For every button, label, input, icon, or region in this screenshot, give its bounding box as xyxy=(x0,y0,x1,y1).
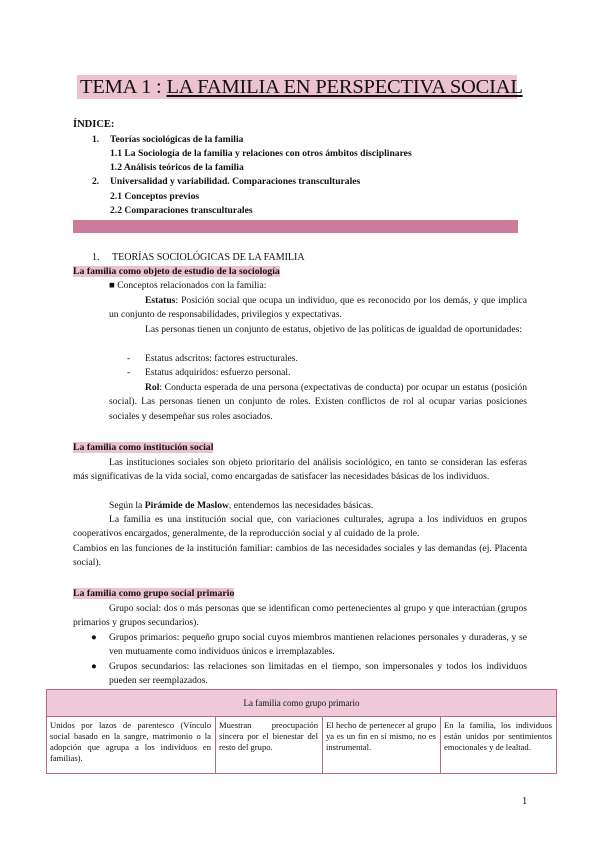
subsection-heading xyxy=(73,587,234,600)
institution-paragraph-2 xyxy=(109,499,373,513)
estatus-paragraph-2: Las personas tienen un conjunto de estatus, objetivo de las políticas de igualdad de oportunidades: xyxy=(145,324,522,335)
table-header: La familia como grupo primario xyxy=(47,690,556,717)
table-cell: Muestran preocupación sincera por el bienestar del resto del grupo. xyxy=(216,717,323,773)
title-main: LA FAMILIA EN PERSPECTIVA SOCIAL xyxy=(166,76,523,98)
primary-group-table xyxy=(46,689,557,774)
toc-item xyxy=(110,190,199,204)
institution-paragraph-4: Cambios en las funciones de la institución familiar: cambios de las necesidades sociales y las demandas (ej. Placenta social). xyxy=(73,543,527,569)
section-separator xyxy=(73,220,518,233)
bullet-icon: ● xyxy=(91,632,97,643)
table-cell: El hecho de pertenecer al grupo ya es un fin en sí mismo, no es instrumental. xyxy=(323,717,441,773)
toc-text: 2.2 Comparaciones transculturales xyxy=(110,205,253,216)
estatus-term: Estatus xyxy=(145,295,176,306)
toc-item xyxy=(110,204,253,218)
bullet-text: Grupos primarios: pequeño grupo social cuyos miembros mantienen relaciones personales y duraderas, y se ven mutuamente como individuos únicos e irremplazables. xyxy=(109,632,527,658)
subsection-heading-text: La familia como objeto de estudio de la sociología xyxy=(73,266,280,277)
bullet-text: Grupos secundarios: las relaciones son limitadas en el tiempo, son impersonales y todos los individuos pueden ser reemplazados. xyxy=(109,661,527,687)
maslow-term: Pirámide de Maslow xyxy=(144,500,229,511)
document-page: TEMA 1 : LA FAMILIA EN PERSPECTIVA SOCIAL ÍNDICE: 1. Teorías sociológicas de la familia 1.1 La Sociología de la familia y relaciones con otros ámbitos disciplinares 1.2 Análisis teóricos de la familia 2. Universalidad y variabilidad. Comparaciones transculturales 2.1 Conceptos previos 2.2 Comparaciones transculturales 1. TEORÍAS SOCIOLÓGICAS DE LA FAMILIA La familia como objeto de estudio de la sociología ■ Conceptos relacionados con la familia: Estatus: Posición social que ocupa un individuo, que es reconocido por los demás, y que implica un conjunto de responsabilidades, privilegios y expectativas. Las personas tienen un conjunto de estatus, objetivo de las políticas de igualdad de oportunidades: - Estatus adscritos: factores estructurales. - Estatus adquiridos: esfuerzo personal. Rol: Conducta esperada de una persona (expectativas de conducta) por ocupar un estatus (posición social). Las personas tienen un conjunto de roles. Existen conflictos de rol al ocupar varias posiciones sociales y desempeñar sus roles asociados. La familia como institución social Las instituciones sociales son objeto prioritario del análisis sociológico, en tanto se consideran las esferas más significativas de la vida social, como encargadas de satisfacer las necesidades básicas de los individuos. Según la Pirámide de Maslow, entendemos las necesidades básicas. La familia es una institución social que, con variaciones culturales, agrupa a los individuos en grupos cooperativos encargados, generalmente, de la reproducción social y al cuidado de la prole. Cambios en las funciones de la institución familiar: cambios de las necesidades sociales y las demandas (ej. Placenta social). La familia como grupo social primario Grupo social: dos o más personas que se identifican como pertenecientes al grupo y que interactúan (grupos primarios y grupos secundarios). ● Grupos primarios: pequeño grupo social cuyos miembros mantienen relaciones personales y duraderas, y se ven mutuamente como individuos únicos e irremplazables. ● Grupos secundarios: las relaciones son limitadas en el tiempo, son impersonales y todos los individuos pueden ser reemplazados. La familia como grupo primario Unidos por lazos de parentesco (Vínculo social basado en la sangre, matrimonio o la adopción que agrupa a los individuos en familias). Muestran preocupación sincera por el bienestar del resto del grupo. El hecho de pertenecer al grupo ya es un fin en sí mismo, no es instrumental. En la familia, los individuos están unidos por sentimientos emocionales y de lealtad. 1 xyxy=(0,0,600,848)
toc-text: Universalidad y variabilidad. Comparaciones transculturales xyxy=(110,176,361,187)
subsection-heading xyxy=(73,265,280,278)
table-cell: En la familia, los individuos están unidos por sentimientos emocionales y de lealtad. xyxy=(444,720,552,752)
dash-item-text: Estatus adquiridos: esfuerzo personal. xyxy=(145,367,291,378)
title-prefix: TEMA 1 : xyxy=(80,76,167,98)
group-paragraph: Grupo social: dos o más personas que se identifican como pertenecientes al grupo y que interactúan (grupos primarios y grupos secundarios). xyxy=(73,603,527,629)
bullet-icon: ● xyxy=(91,661,97,672)
section-number: 1. xyxy=(92,252,100,263)
estatus-definition: : Posición social que ocupa un individuo, que es reconocido por los demás, y que implica un conjunto de responsabilidades, privilegios y expectativas. xyxy=(109,295,527,321)
toc-number: 1. xyxy=(92,134,100,145)
toc-text: 1.1 La Sociología de la familia y relaciones con otros ámbitos disciplinares xyxy=(110,148,412,159)
page-number: 1 xyxy=(522,796,528,807)
toc-item xyxy=(110,147,412,161)
toc-item xyxy=(110,161,244,175)
subsection-heading xyxy=(73,441,213,454)
subsection-heading-text: La familia como institución social xyxy=(73,442,214,453)
toc-number: 2. xyxy=(92,176,100,187)
toc-text: Teorías sociológicas de la familia xyxy=(110,134,244,145)
toc-text: 1.2 Análisis teóricos de la familia xyxy=(110,162,244,173)
rol-definition: : Conducta esperada de una persona (expectativas de conducta) por ocupar un estatus (posición social). Las personas tienen un conjunto de roles. Existen conflictos de rol al ocupar varias posiciones sociales y desempeñar sus roles asociados. xyxy=(109,382,527,422)
toc-text: 2.1 Conceptos previos xyxy=(110,191,200,202)
dash-item-text: Estatus adscritos: factores estructurales. xyxy=(145,353,298,364)
subsection-heading-text: La familia como grupo social primario xyxy=(73,588,235,599)
table-cell: Unidos por lazos de parentesco (Vínculo social basado en la sangre, matrimonio o la adopción que agrupa a los individuos en familias). xyxy=(47,717,216,773)
estatus-paragraph xyxy=(109,294,527,323)
maslow-pre: Según la xyxy=(109,500,145,511)
rol-term: Rol xyxy=(145,382,160,393)
concepts-intro: ■ Conceptos relacionados con la familia: xyxy=(109,280,267,291)
institution-paragraph-3: La familia es una institución social que, con variaciones culturales, agrupa a los individuos en grupos cooperativos encargados, generalmente, de la reproducción social y al cuidado de la prole. xyxy=(73,514,527,540)
page-title xyxy=(80,75,523,99)
institution-paragraph-1: Las instituciones sociales son objeto prioritario del análisis sociológico, en tanto se consideran las esferas más significativas de la vida social, como encargadas de satisfacer las necesidades básicas de los individuos. xyxy=(73,457,527,483)
rol-paragraph xyxy=(109,381,527,424)
index-heading: ÍNDICE: xyxy=(73,119,115,130)
section-title: TEORÍAS SOCIOLÓGICAS DE LA FAMILIA xyxy=(112,252,305,263)
maslow-post: , entendemos las necesidades básicas. xyxy=(228,500,374,511)
